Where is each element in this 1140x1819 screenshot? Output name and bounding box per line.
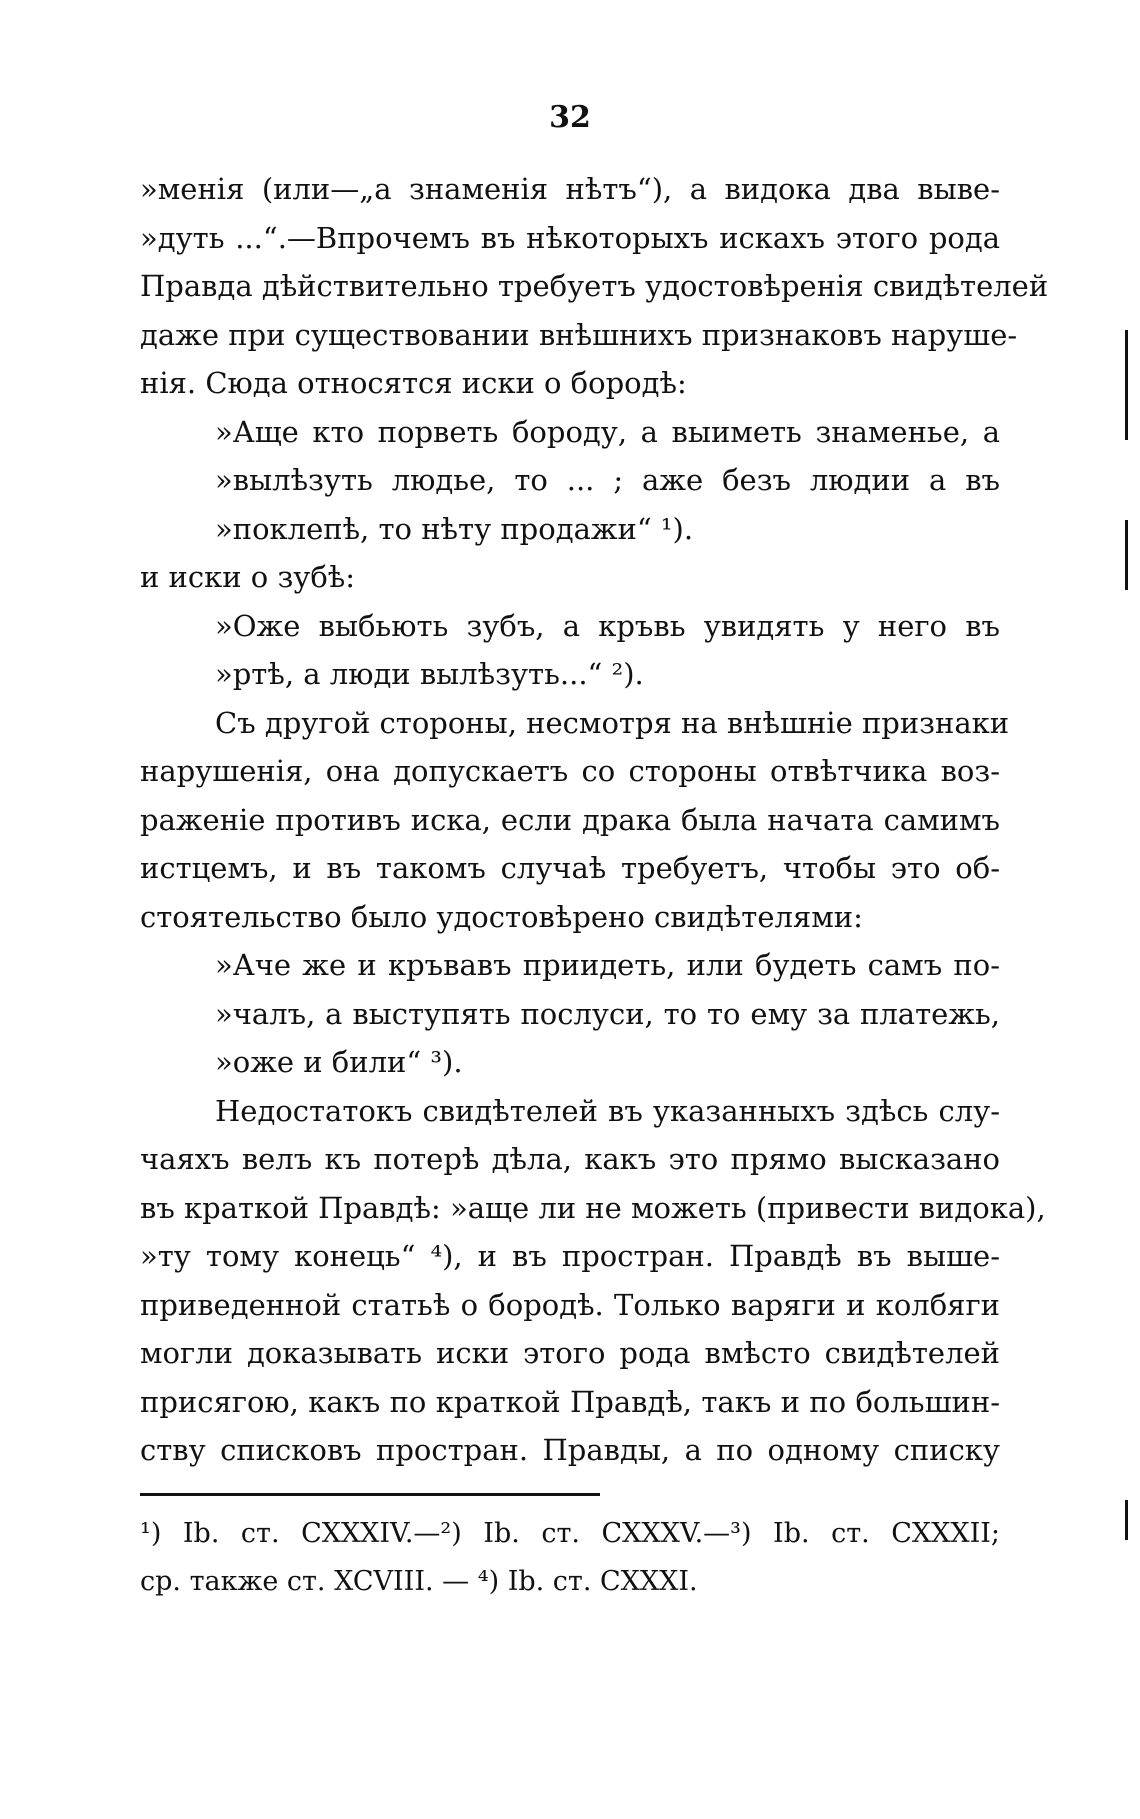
text-line: »менія (или—„а знаменія нѣтъ“), а видока два выве- [140,172,1000,206]
text-line: »поклепѣ, то нѣту продажи“ ¹). [215,511,694,546]
text-line: »Оже выбьють зубъ, а кръвь увидять у него въ [215,608,1000,643]
text-line: въ краткой Правдѣ: »аще ли не можеть (привести видока), [140,1190,1046,1225]
text-line: »Аще кто порветь бороду, а выиметь знаменье, а [215,414,1000,449]
page-number: 32 [549,100,591,135]
page-edge-mark [1125,330,1128,440]
text-line: нарушенія, она допускаетъ со стороны отвѣтчика воз- [140,754,1000,788]
text-line: и иски о зубѣ: [140,560,356,594]
footnote-line-2: ср. также ст. XCVIII. — ⁴) Ib. ст. CXXXI. [140,1566,698,1597]
text-line: раженіе противъ иска, если драка была начата самимъ [140,802,1000,837]
text-line: чаяхъ велъ къ потерѣ дѣла, какъ это прямо высказано [140,1142,1000,1176]
text-line: Правда дѣйствительно требуетъ удостовѣренія свидѣтелей [140,269,1049,303]
text-line: »чалъ, а выступять послуси, то то ему за платежь, [215,996,1000,1031]
text-line: истцемъ, и въ такомъ случаѣ требуетъ, чтобы это об- [140,851,1000,885]
text-line: Съ другой стороны, несмотря на внѣшніе признаки [215,705,1010,740]
main-text [140,165,1049,1475]
text-line: »ту тому конець“ ⁴), и въ простран. Правдѣ въ выше- [140,1239,1000,1273]
footnote-line-1: ¹) Ib. ст. CXXXIV.—²) Ib. ст. CXXXV.—³) Ib. ст. CXXXII; [140,1518,1000,1549]
text-line: »Аче же и кръвавъ приидеть, или будеть самъ по- [215,948,1000,982]
text-line: могли доказывать иски этого рода вмѣсто свидѣтелей [140,1336,1000,1370]
text-line: »дуть ...“.—Впрочемъ въ нѣкоторыхъ искахъ этого рода [140,220,1000,255]
text-line: ству списковъ простран. Правды, а по одному списку [140,1433,1000,1467]
text-line: стоятельство было удостовѣрено свидѣтелями: [140,899,863,934]
text-line: даже при существовании внѣшнихъ признаковъ наруше- [140,317,1018,352]
text-line: »оже и били“ ³). [215,1045,463,1079]
footnote-divider [140,1493,600,1496]
text-line: »вылѣзуть людье, то ... ; аже безъ людии а въ [215,463,1000,497]
text-line: Недостатокъ свидѣтелей въ указанныхъ здѣсь слу- [215,1093,1000,1128]
text-line: присягою, какъ по краткой Правдѣ, такъ и по большин- [140,1384,1000,1419]
text-line: нія. Сюда относятся иски о бородѣ: [140,366,687,400]
page-edge-mark [1125,520,1128,590]
footnotes [140,1510,1000,1606]
text-line: приведенной статьѣ о бородѣ. Только варяги и колбяги [140,1287,1000,1322]
page-edge-mark [1125,1500,1128,1540]
text-line: »ртѣ, а люди вылѣзуть...“ ²). [215,657,644,691]
